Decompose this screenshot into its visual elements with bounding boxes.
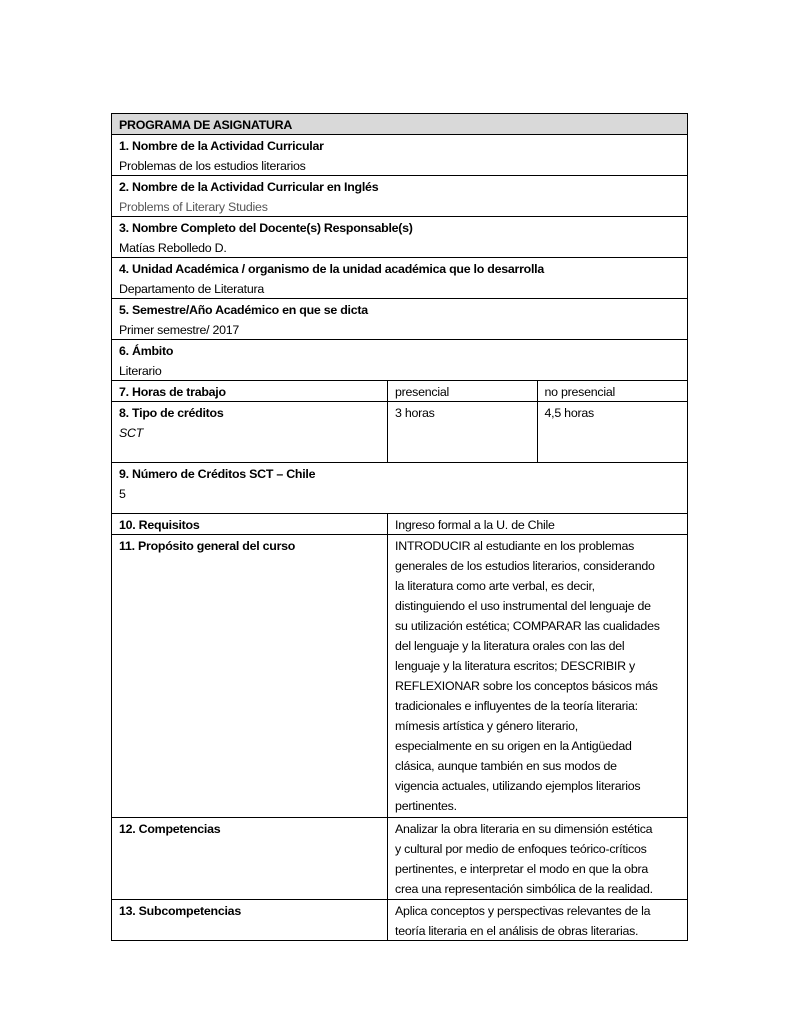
section-label: 8. Tipo de créditos <box>119 406 224 420</box>
section-value <box>387 535 687 817</box>
text-line: distinguiendo el uso instrumental del lenguaje de <box>395 599 651 613</box>
text-line: mímesis artística y género literario, <box>395 719 578 733</box>
text-line: Analizar la obra literaria en su dimensión estética <box>395 822 653 836</box>
section-value: Problems of Literary Studies <box>119 200 268 214</box>
text-line: INTRODUCIR al estudiante en los problemas <box>395 539 635 553</box>
section-label: 10. Requisitos <box>119 518 200 532</box>
text-line: generales de los estudios literarios, considerando <box>395 559 655 573</box>
section-label: 5. Semestre/Año Académico en que se dicta <box>119 303 368 317</box>
section-label: 9. Número de Créditos SCT – Chile <box>119 467 316 481</box>
section-label: 12. Competencias <box>119 822 221 836</box>
text-line: y cultural por medio de enfoques teórico-críticos <box>395 842 647 856</box>
section-4 <box>112 257 687 298</box>
section-3 <box>112 216 687 257</box>
text-line: clásica, aunque también en sus modos de <box>395 759 617 773</box>
section-value: Primer semestre/ 2017 <box>119 323 240 337</box>
no-presencial-hours: 4,5 horas <box>537 402 687 462</box>
text-line: pertinentes, e interpretar el modo en que la obra <box>395 862 648 876</box>
text-line: crea una representación simbólica de la realidad. <box>395 882 653 896</box>
column-header-no-presencial: no presencial <box>537 381 687 401</box>
text-line: especialmente en su origen en la Antigüedad <box>395 739 632 753</box>
section-label: 4. Unidad Académica / organismo de la unidad académica que lo desarrolla <box>119 262 544 276</box>
section-9 <box>112 462 687 513</box>
text-line: REFLEXIONAR sobre los conceptos básicos más <box>395 679 658 693</box>
text-line: pertinentes. <box>395 799 457 813</box>
section-value <box>387 818 687 899</box>
section-value: Matías Rebolledo D. <box>119 241 227 255</box>
section-1 <box>112 134 687 175</box>
section-value: SCT <box>119 426 144 440</box>
section-label: 3. Nombre Completo del Docente(s) Responsable(s) <box>119 221 413 235</box>
section-label: 2. Nombre de la Actividad Curricular en Inglés <box>119 180 379 194</box>
section-2 <box>112 175 687 216</box>
section-label: 1. Nombre de la Actividad Curricular <box>119 139 324 153</box>
section-value: Literario <box>119 364 162 378</box>
text-line: la literatura como arte verbal, es decir, <box>395 579 595 593</box>
section-13 <box>112 899 687 940</box>
section-11 <box>112 534 687 817</box>
text-line: del lenguaje y la literatura orales con las del <box>395 639 625 653</box>
section-label: 11. Propósito general del curso <box>119 539 296 553</box>
section-label: 13. Subcompetencias <box>119 904 241 918</box>
section-12 <box>112 817 687 899</box>
section-value: Departamento de Literatura <box>119 282 265 296</box>
presencial-hours: 3 horas <box>387 402 537 462</box>
section-value: Problemas de los estudios literarios <box>119 159 306 173</box>
text-line: vigencia actuales, utilizando ejemplos literarios <box>395 779 641 793</box>
text-line: teoría literaria en el análisis de obras literarias. <box>395 924 639 938</box>
course-program-table <box>111 113 688 941</box>
text-line: su utilización estética; COMPARAR las cualidades <box>395 619 660 633</box>
table-header-row <box>112 114 687 134</box>
section-7 <box>112 380 687 401</box>
section-6 <box>112 339 687 380</box>
section-5 <box>112 298 687 339</box>
section-label: 6. Ámbito <box>119 344 174 358</box>
section-value: Ingreso formal a la U. de Chile <box>387 514 687 534</box>
column-header-presencial: presencial <box>387 381 537 401</box>
section-value <box>387 900 687 940</box>
section-value: 5 <box>119 487 126 501</box>
section-10 <box>112 513 687 534</box>
text-line: lenguaje y la literatura escritos; DESCRIBIR y <box>395 659 635 673</box>
text-line: tradicionales e influyentes de la teoría literaria: <box>395 699 638 713</box>
section-label: 7. Horas de trabajo <box>119 385 226 399</box>
text-line: Aplica conceptos y perspectivas relevantes de la <box>395 904 651 918</box>
section-8 <box>112 401 687 462</box>
table-title: PROGRAMA DE ASIGNATURA <box>112 114 687 134</box>
